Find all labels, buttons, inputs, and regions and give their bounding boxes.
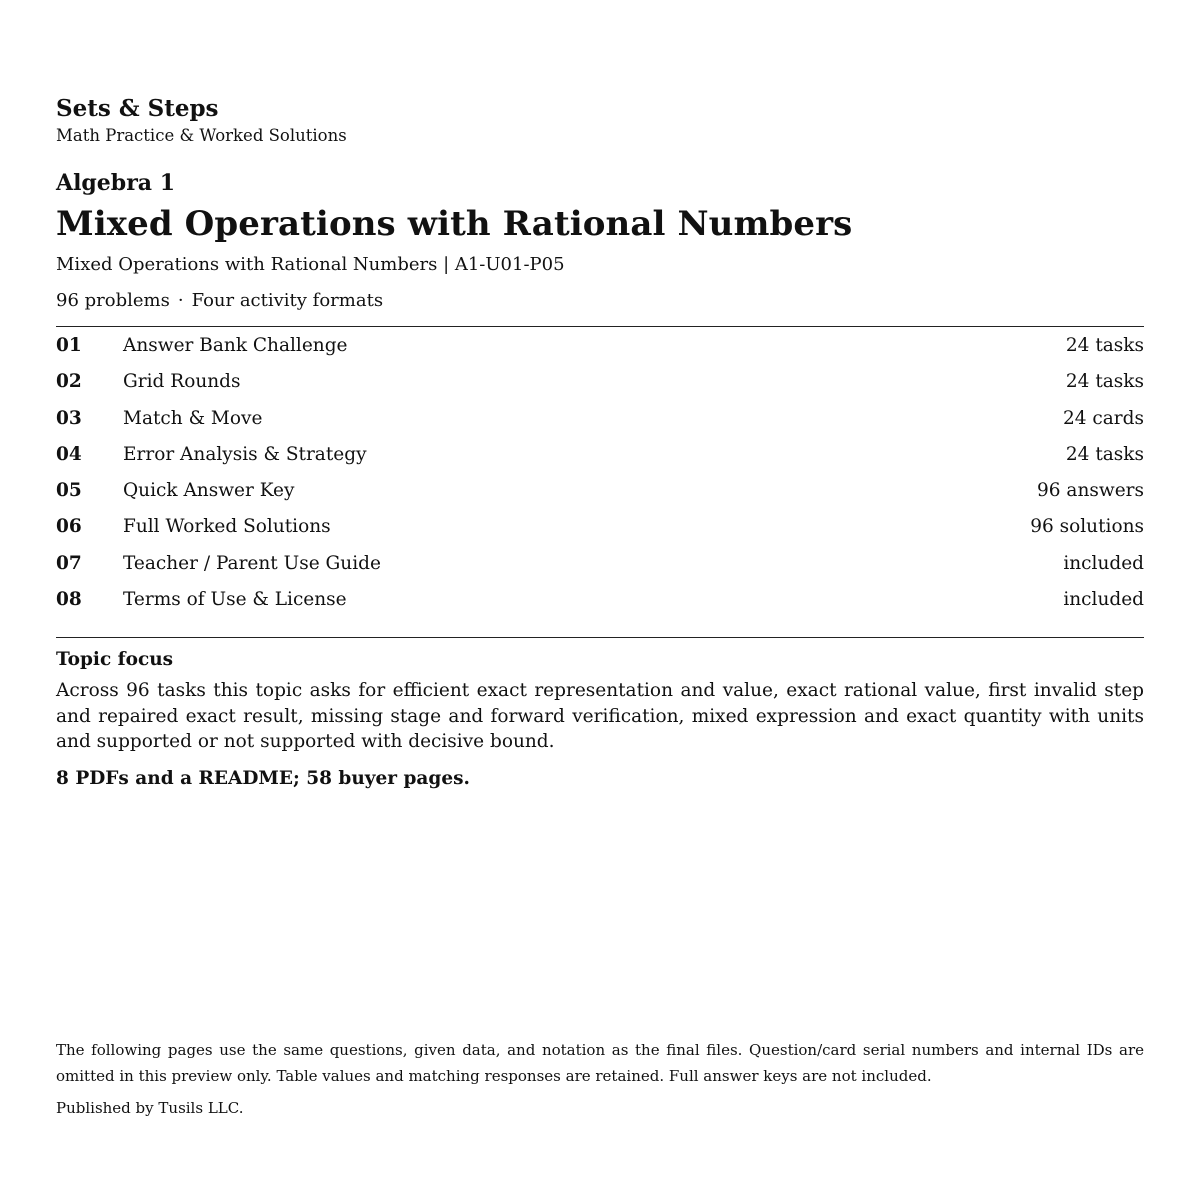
brand-tagline: Math Practice & Worked Solutions (56, 126, 347, 145)
divider-bottom (56, 637, 1144, 638)
contents-item (56, 480, 1144, 516)
product-preview-page (56, 94, 1144, 793)
item-count: 24 cards (1063, 407, 1144, 429)
publisher-line: Published by Tusils LLC. (56, 1099, 244, 1117)
brand-name: Sets & Steps (56, 95, 219, 122)
item-label: Full Worked Solutions (123, 516, 331, 538)
item-count: 96 answers (1037, 480, 1144, 502)
item-count: included (1063, 552, 1144, 574)
meta-separator: · (177, 290, 184, 311)
contents-item (56, 371, 1144, 407)
item-count: 96 solutions (1030, 516, 1144, 538)
item-number: 02 (56, 371, 82, 393)
item-number: 01 (56, 335, 82, 356)
item-label: Terms of Use & License (123, 589, 347, 611)
contents-list (56, 327, 1144, 637)
item-number: 07 (56, 552, 82, 574)
item-label: Error Analysis & Strategy (123, 443, 367, 465)
files-summary: 8 PDFs and a README; 58 buyer pages. (56, 767, 470, 789)
item-number: 06 (56, 516, 82, 538)
contents-item (56, 553, 1144, 589)
problem-count: 96 problems (56, 290, 170, 311)
item-label: Match & Move (123, 407, 263, 429)
product-meta (56, 288, 1144, 314)
item-label: Answer Bank Challenge (123, 335, 348, 356)
topic-focus-heading: Topic focus (56, 649, 174, 671)
item-number: 08 (56, 589, 82, 611)
activity-formats: Four activity formats (191, 290, 384, 311)
item-label: Quick Answer Key (123, 480, 295, 502)
contents-item (56, 408, 1144, 444)
item-number: 03 (56, 407, 82, 429)
course-name: Algebra 1 (56, 170, 176, 196)
item-label: Grid Rounds (123, 371, 241, 393)
topic-focus-text: Across 96 tasks this topic asks for efficient exact representation and value, exact rational value, first invalid step and repaired exact result, missing stage and forward verification, mixed expression and exact quantity with units and supported or not supported with decisive bound. (56, 680, 1144, 753)
footer (56, 1037, 1144, 1121)
item-number: 04 (56, 443, 82, 465)
contents-item (56, 335, 1144, 371)
item-count: 24 tasks (1065, 371, 1144, 393)
contents-item (56, 589, 1144, 625)
page-title: Mixed Operations with Rational Numbers (56, 204, 853, 244)
item-number: 05 (56, 480, 82, 502)
preview-note: The following pages use the same questions, given data, and notation as the final files. Question/card serial numbers and internal IDs are omitted in this preview only. Table values and matching responses are retained. Full answer keys are not included. (56, 1041, 1144, 1085)
item-count: included (1063, 589, 1144, 611)
item-count: 24 tasks (1065, 335, 1144, 356)
contents-item (56, 444, 1144, 480)
contents-item (56, 516, 1144, 552)
product-code-line: Mixed Operations with Rational Numbers | A1-U01-P05 (56, 254, 565, 275)
item-count: 24 tasks (1065, 443, 1144, 465)
item-label: Teacher / Parent Use Guide (123, 552, 381, 574)
